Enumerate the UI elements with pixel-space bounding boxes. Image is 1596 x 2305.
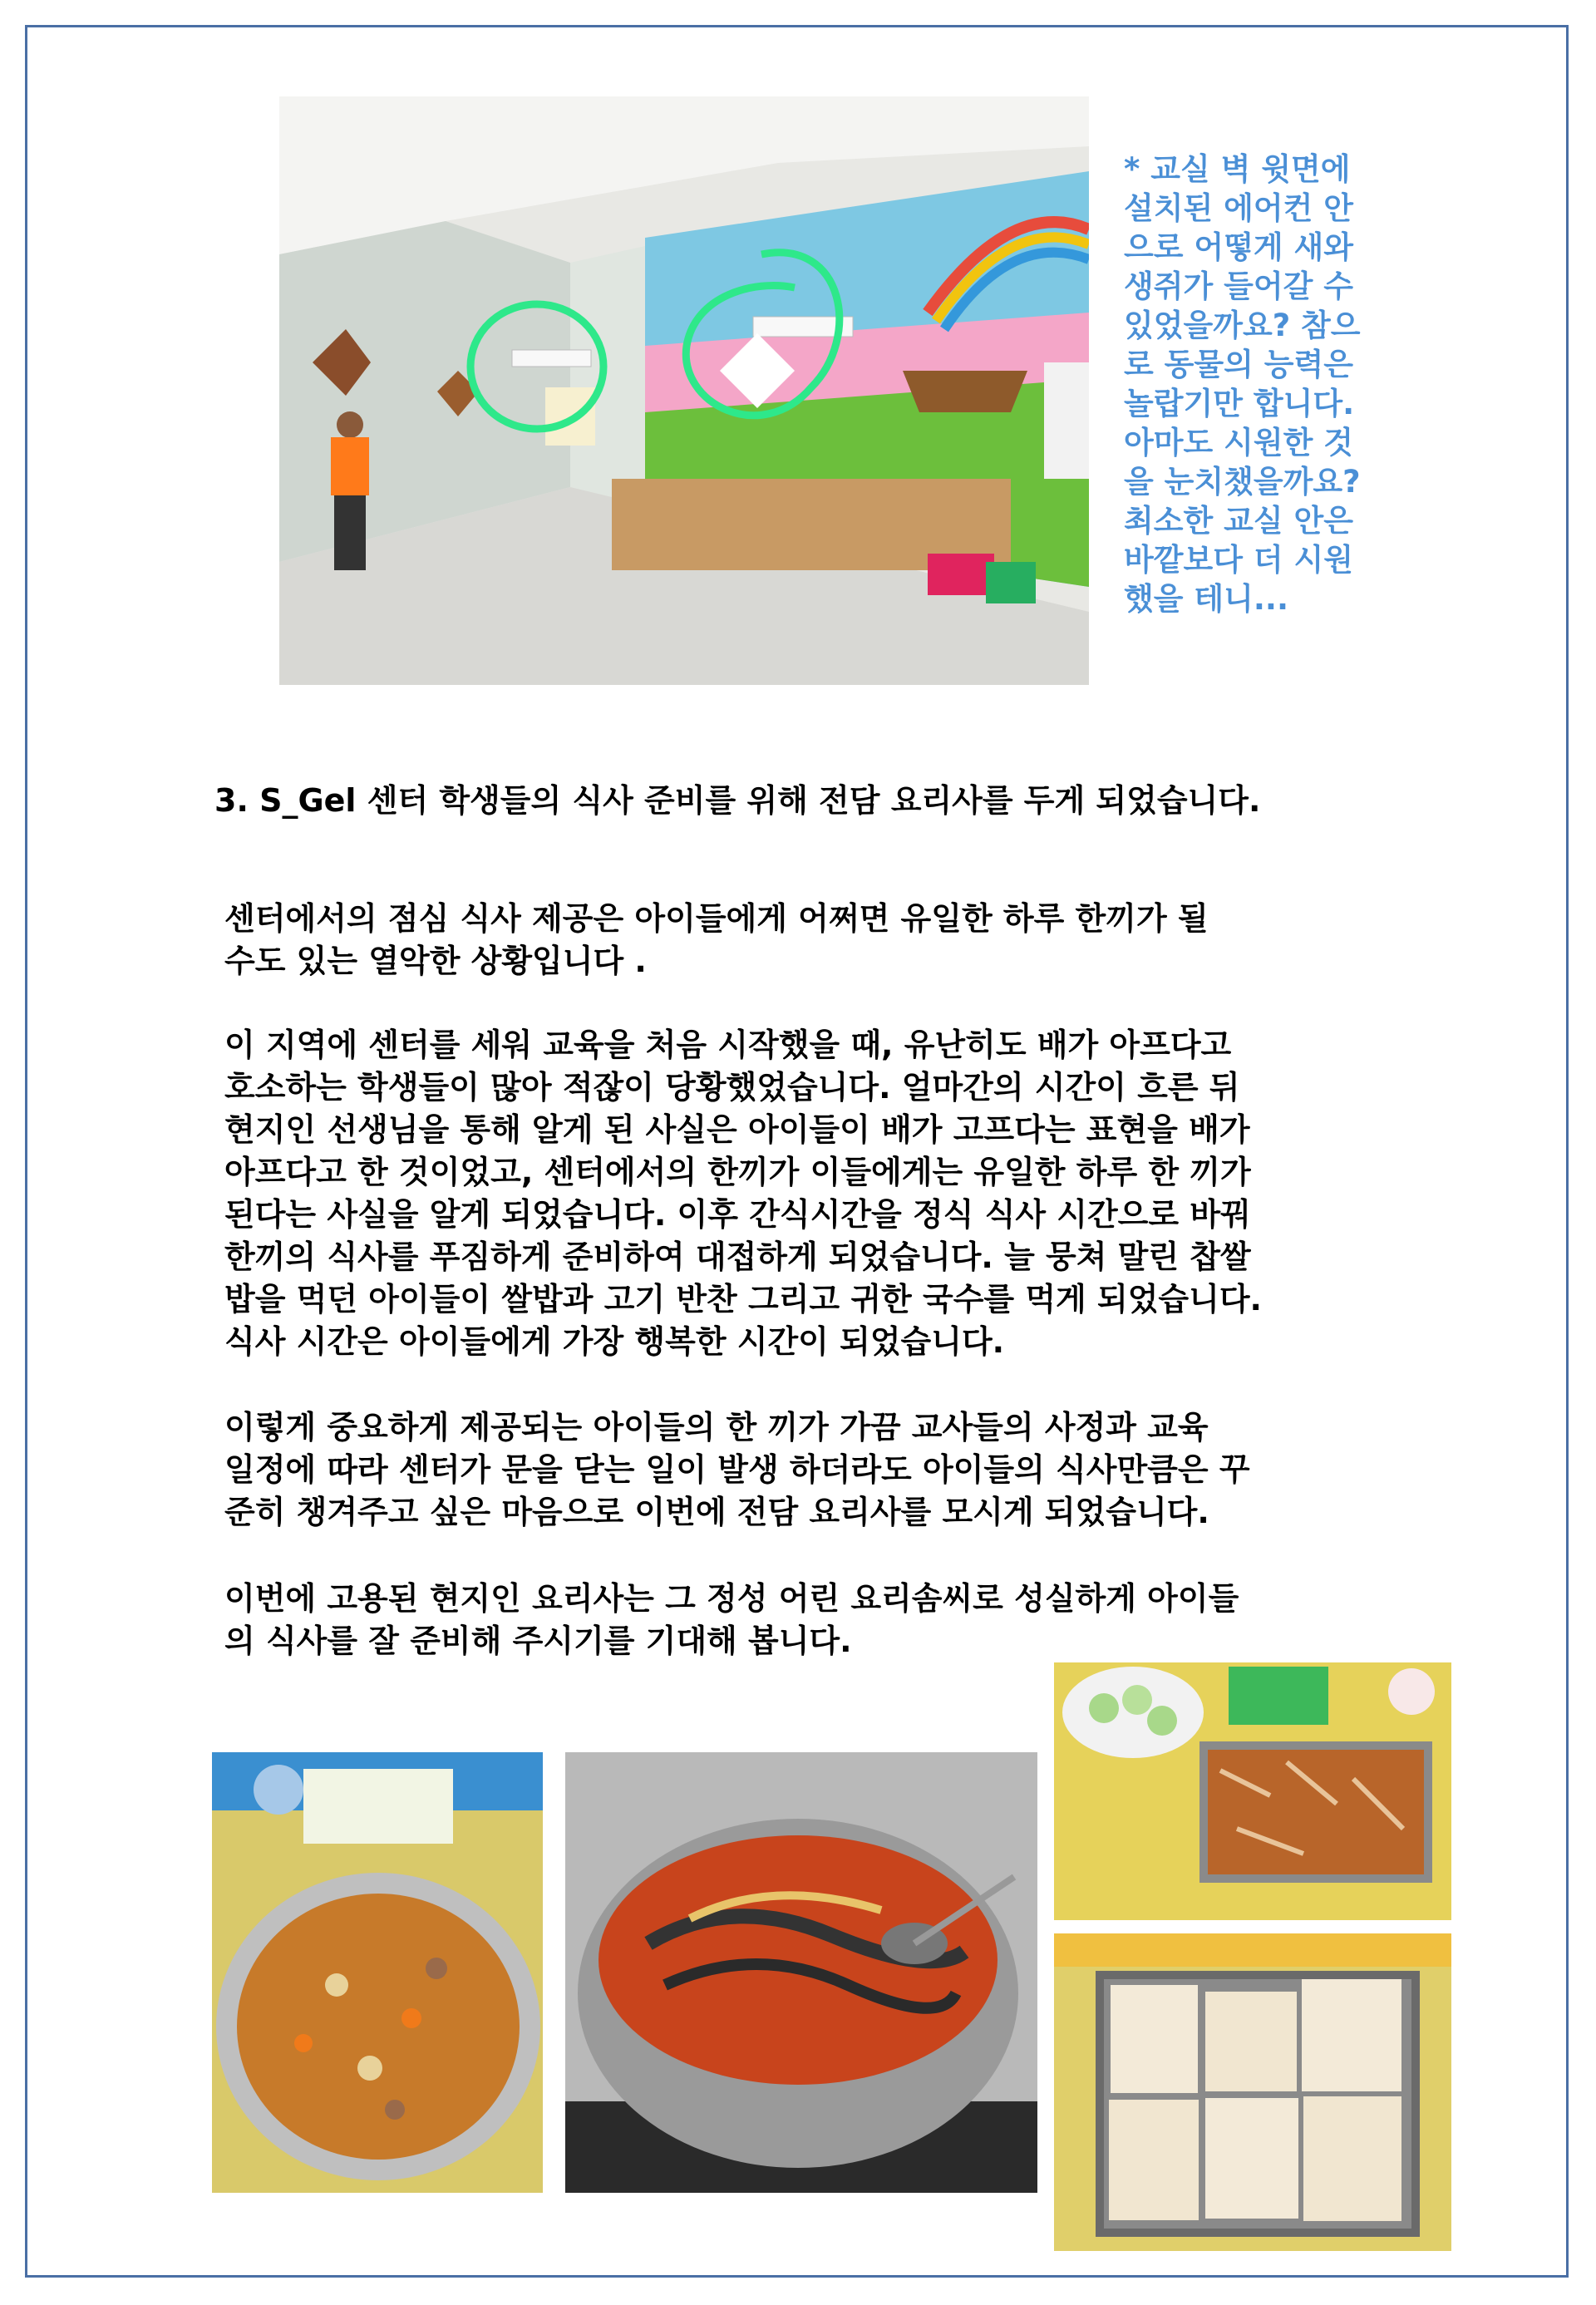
sandwich-tray-photo [1054, 1933, 1451, 2251]
paragraph-1: 센터에서의 점심 식사 제공은 아이들에게 어쩌면 유일한 하루 한끼가 될 수도 있는 열악한 상황입니다 . [224, 900, 1209, 979]
classroom-photo [279, 96, 1089, 685]
photo-caption: * 교실 벽 윗면에 설치된 에어컨 안 으로 어떻게 새와 생쥐가 들어갈 수 있었을까요? 참으 로 동물의 능력은 놀랍기만 합니다. 아마도 시원한 것 을 눈치챘을까요? 최소한 교실 안은 바깥보다 더 시원 했을 테니... [1124, 151, 1361, 617]
paragraph-4: 이번에 고용된 현지인 요리사는 그 정성 어린 요리솜씨로 성실하게 아이들 의 식사를 잘 준비해 주시기를 기대해 봅니다. [224, 1580, 1239, 1659]
stew-photo [212, 1752, 543, 2193]
snack-tray-photo [1054, 1662, 1451, 1920]
paragraph-2: 이 지역에 센터를 세워 교육을 처음 시작했을 때, 유난히도 배가 아프다고 호소하는 학생들이 많아 적잖이 당황했었습니다. 얼마간의 시간이 흐른 뒤 현지인 선생님을 통해 알게 된 사실은 아이들이 배가 고프다는 표현을 배가 아프다고 한 것이었고, 센터에서의 한끼가 이들에게는 유일한 하루 한 끼가 된다는 사실을 알게 되었습니다. 이후 간식시간을 정식 식사 시간으로 바꿔 한끼의 식사를 푸짐하게 준비하여 대접하게 되었습니다. 늘 뭉쳐 말린 찹쌀 밥을 먹던 아이들이 쌀밥과 고기 반찬 그리고 귀한 국수를 먹게 되었습니다. 식사 시간은 아이들에게 가장 행복한 시간이 되었습니다. [224, 1027, 1262, 1360]
section-heading: 3. S_Gel 센터 학생들의 식사 준비를 위해 전담 요리사를 두게 되었습니다. [214, 782, 1261, 819]
noodle-pot-photo [565, 1752, 1037, 2193]
paragraph-3: 이렇게 중요하게 제공되는 아이들의 한 끼가 가끔 교사들의 사정과 교육 일정에 따라 센터가 문을 닫는 일이 발생 하더라도 아이들의 식사만큼은 꾸 준히 챙겨주고 싶은 마음으로 이번에 전담 요리사를 모시게 되었습니다. [224, 1409, 1250, 1530]
